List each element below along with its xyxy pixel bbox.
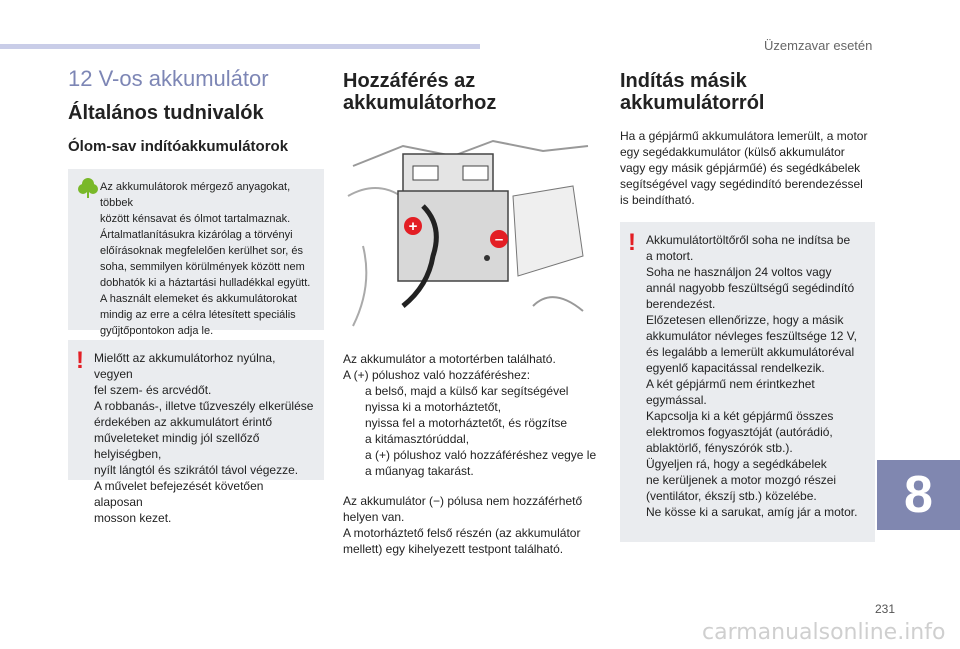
jump-start-warning-text: Akkumulátortöltőről soha ne indítsa be a motort. Soha ne használjon 24 voltos vagy annál nagyobb feszültségű segédindító berendezést. Előzetesen ellenőrizze, hogy a másik akkumulátor névleges feszültsége 12 V, és legalább a lemerült akkumulátoréval egyenlő kapacitással rendelkezik. A két gépjármű nem érintkezhet egymással. Kapcsolja ki a két gépjármű összes elektromos fogyasztóját (autórádió, ablaktörlő, fényszórók stb.). Ügyeljen rá, hogy a segédkábelek ne kerüljenek a motor mozgó részei (ventilátor, ékszíj stb.) közelébe. Ne kösse ki a sarukat, amíg jár a motor. (646, 233, 858, 519)
step-text: a belső, majd a külső kar segítségével nyissa ki a motorháztetőt, (365, 384, 569, 414)
battery-access-heading: Hozzáférés az akkumulátorhoz (343, 70, 497, 114)
list-item (343, 447, 601, 479)
column-battery-access (343, 66, 601, 557)
general-heading: Általános tudnivalók (68, 102, 264, 124)
jump-start-warning-box (620, 222, 875, 542)
list-item (343, 383, 601, 415)
list-item (343, 415, 601, 447)
minus-terminal-marker (490, 230, 508, 248)
recycle-tree-icon (77, 177, 99, 199)
exclamation-icon: ! (628, 229, 636, 256)
watermark-text: carmanualsonline.info (702, 620, 946, 645)
safety-warning-box (68, 340, 324, 525)
lead-acid-subheading: Ólom-sav indítóakkumulátorok (68, 138, 289, 155)
ground-point-note: Az akkumulátor (−) pólusa nem hozzáférhető helyen van. A motorháztető felső részén (az akkumulátor mellett) egy kihelyezett testpont található. (343, 494, 583, 556)
chapter-header-title: Üzemzavar esetén (764, 38, 873, 53)
recycling-note-box (68, 169, 324, 337)
jump-start-heading: Indítás másik akkumulátorról (620, 70, 765, 114)
battery-location-intro: Az akkumulátor a motortérben található. A (+) pólushoz való hozzáféréshez: (343, 352, 556, 382)
step-text: nyissa fel a motorháztetőt, és rögzítse a kitámasztórúddal, (365, 416, 568, 446)
svg-text:–: – (494, 231, 504, 248)
access-steps-list (343, 383, 601, 479)
jump-start-intro: Ha a gépjármű akkumulátora lemerült, a motor egy segédakkumulátor (külső akkumulátor vagy egy másik gépjárműé) és segédkábelek segítségével vagy segédindító berendezéssel is beindítható. (620, 129, 868, 207)
section-title: 12 V-os akkumulátor (68, 66, 269, 91)
engine-bay-battery-illustration (343, 136, 598, 334)
header-rule (0, 44, 480, 49)
step-text: a (+) pólushoz való hozzáféréshez vegye le a műanyag takarást. (365, 448, 597, 478)
recycling-note-text: Az akkumulátorok mérgező anyagokat, többek között kénsavat és ólmot tartalmaznak. Ártalmatlanításukra kizárólag a törvényi előírásoknak megfelelően kerülhet sor, és soha, semmilyen körülmények között nem dobhatók ki a háztartási hulladékkal együtt. A használt elemeket és akkumulátorokat mindig az erre a célra létesített speciális gyűjtőpontokon adja le. (100, 181, 311, 337)
safety-warning-text: Mielőtt az akkumulátorhoz nyúlna, vegyen fel szem- és arcvédőt. A robbanás-, illetve tűzveszély elkerülése érdekében az akkumulátort érintő műveleteket mindig jól szellőző helyiségben, nyílt lángtól és szikrától távol végezze. A művelet befejezését követően alaposan mosson kezet. (94, 351, 314, 525)
column-general-info (68, 66, 324, 525)
chapter-number-badge: 8 (877, 460, 960, 530)
page-number: 231 (874, 602, 895, 616)
svg-text:+: + (408, 218, 418, 235)
exclamation-icon: ! (76, 347, 84, 374)
column-jump-start (620, 66, 875, 542)
plus-terminal-marker (404, 217, 422, 235)
